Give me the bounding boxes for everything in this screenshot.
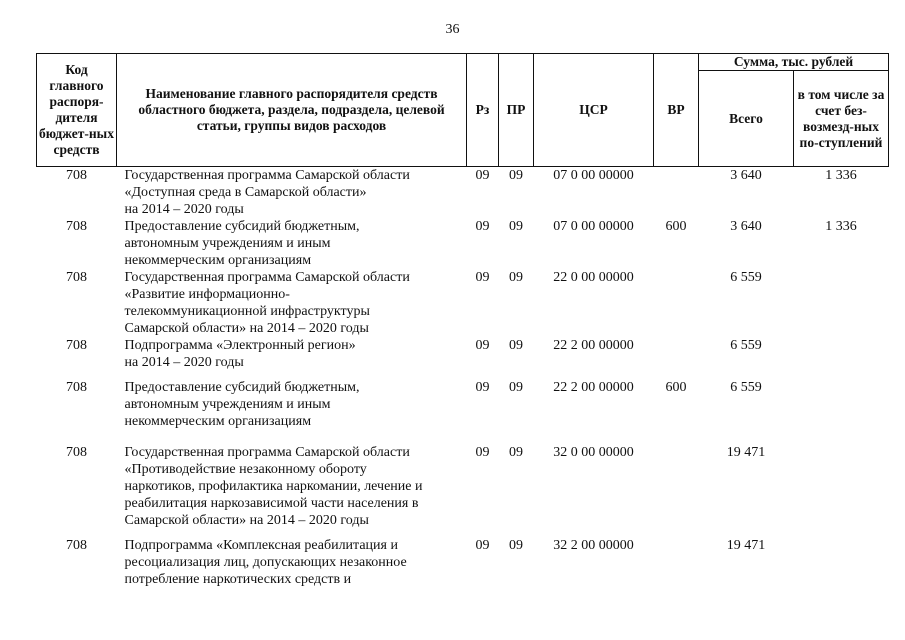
table-row [37, 379, 889, 430]
cell-total: 3 640 [730, 168, 762, 183]
cell-free [794, 444, 889, 529]
cell-free [794, 537, 889, 588]
cell-name: Предоставление субсидий бюджетным, автономным учреждениям и иным некоммерческим организациям [124, 219, 360, 268]
header-code: Код главного распоря-дителя бюджет-ных средств [37, 54, 117, 167]
cell-pr: 09 [509, 270, 523, 285]
cell-pr: 09 [509, 380, 523, 395]
cell-vr [654, 269, 699, 337]
cell-vr [654, 444, 699, 529]
cell-csr: 22 2 00 00000 [553, 338, 634, 353]
budget-table [36, 53, 889, 588]
header-csr: ЦСР [534, 54, 654, 167]
cell-name: Предоставление субсидий бюджетным, автономным учреждениям и иным некоммерческим организациям [124, 380, 360, 429]
table-row [37, 218, 889, 269]
cell-rz: 09 [475, 380, 490, 395]
header-sum: Сумма, тыс. рублей [699, 54, 889, 71]
cell-name: Государственная программа Самарской области «Развитие информационно- телекоммуникационной инфраструктуры Самарской области» на 2014 – 2020 годы [124, 270, 410, 336]
page-number: 36 [445, 22, 460, 37]
table-row [37, 537, 889, 588]
cell-rz: 09 [475, 445, 490, 460]
cell-vr: 600 [665, 219, 687, 234]
cell-pr: 09 [509, 338, 523, 353]
cell-code: 708 [66, 219, 87, 234]
cell-pr: 09 [509, 445, 523, 460]
cell-vr [654, 537, 699, 588]
cell-code: 708 [66, 380, 87, 395]
cell-rz: 09 [475, 538, 490, 553]
cell-total: 6 559 [730, 270, 762, 285]
cell-free [794, 337, 889, 371]
cell-total: 6 559 [730, 380, 762, 395]
cell-rz: 09 [475, 338, 490, 353]
cell-total: 6 559 [730, 338, 762, 353]
cell-csr: 07 0 00 00000 [553, 219, 634, 234]
table-row [37, 269, 889, 337]
header-vr: ВР [654, 54, 699, 167]
cell-free [794, 269, 889, 337]
cell-code: 708 [66, 445, 87, 460]
cell-rz: 09 [475, 168, 490, 183]
cell-pr: 09 [509, 168, 523, 183]
header-rz: Рз [467, 54, 499, 167]
cell-name: Государственная программа Самарской области «Противодействие незаконному обороту наркотиков, профилактика наркомании, лечение и реабилитация наркозависимой части населения в Самарской области» на 2014 – 2020 годы [124, 445, 423, 528]
header-including: в том числе за счет без-возмезд-ных по-ступлений [794, 71, 889, 167]
header-name: Наименование главного распорядителя средств областного бюджета, раздела, подраздела, целевой статьи, группы видов расходов [117, 54, 467, 167]
cell-code: 708 [66, 168, 87, 183]
cell-rz: 09 [475, 219, 490, 234]
cell-total: 19 471 [726, 445, 766, 460]
cell-pr: 09 [509, 219, 523, 234]
cell-vr [654, 167, 699, 219]
cell-vr: 600 [665, 380, 687, 395]
cell-free: 1 336 [825, 219, 857, 234]
cell-vr [654, 337, 699, 371]
cell-free [794, 379, 889, 430]
cell-total: 19 471 [726, 538, 766, 553]
cell-free: 1 336 [825, 168, 857, 183]
cell-csr: 22 2 00 00000 [553, 380, 634, 395]
cell-csr: 32 0 00 00000 [553, 445, 634, 460]
cell-total: 3 640 [730, 219, 762, 234]
cell-csr: 32 2 00 00000 [553, 538, 634, 553]
header-pr: ПР [499, 54, 534, 167]
cell-pr: 09 [509, 538, 523, 553]
cell-csr: 07 0 00 00000 [553, 168, 634, 183]
table-row [37, 337, 889, 371]
cell-code: 708 [66, 270, 87, 285]
cell-csr: 22 0 00 00000 [553, 270, 634, 285]
cell-name: Государственная программа Самарской области «Доступная среда в Самарской области» на 2014 – 2020 годы [124, 168, 410, 217]
cell-name: Подпрограмма «Электронный регион» на 2014 – 2020 годы [124, 338, 356, 370]
header-total: Всего [699, 71, 794, 167]
cell-code: 708 [66, 538, 87, 553]
table-row [37, 444, 889, 529]
table-row [37, 167, 889, 219]
cell-name: Подпрограмма «Комплексная реабилитация и ресоциализация лиц, допускающих незаконное потребление наркотических средств и [124, 538, 407, 587]
cell-code: 708 [66, 338, 87, 353]
cell-rz: 09 [475, 270, 490, 285]
